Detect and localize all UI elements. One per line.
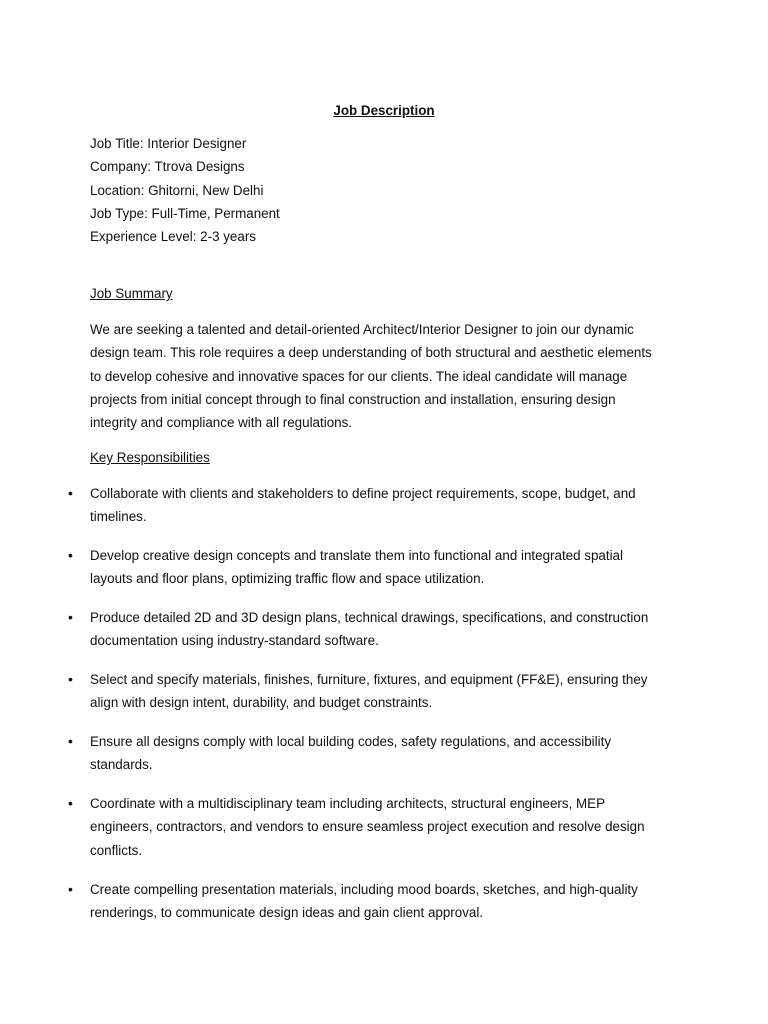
responsibility-line: Create compelling presentation materials, including mood boards, sketches, and high-quality <box>90 882 638 897</box>
responsibility-line: engineers, contractors, and vendors to ensure seamless project execution and resolve design <box>90 819 645 835</box>
job-details-list <box>90 135 280 251</box>
summary-line: We are seeking a talented and detail-oriented Architect/Interior Designer to join our dynamic <box>90 322 634 337</box>
responsibility-line: Ensure all designs comply with local building codes, safety regulations, and accessibility <box>90 734 612 749</box>
responsibility-line: Collaborate with clients and stakeholders to define project requirements, scope, budget, and <box>90 486 636 501</box>
bullet-icon: • <box>68 733 73 749</box>
bullet-icon: • <box>68 881 73 897</box>
job-summary-heading: Job Summary <box>90 286 173 301</box>
responsibility-line: layouts and floor plans, optimizing traffic flow and space utilization. <box>90 571 485 587</box>
responsibility-item <box>68 482 690 529</box>
responsibility-item <box>68 792 690 862</box>
bullet-icon: • <box>68 671 73 687</box>
responsibility-line: renderings, to communicate design ideas and gain client approval. <box>90 905 484 921</box>
responsibility-line: timelines. <box>90 509 147 525</box>
bullet-icon: • <box>68 795 73 811</box>
responsibility-line: align with design intent, durability, and budget constraints. <box>90 695 433 711</box>
experience-level-line: Experience Level: 2-3 years <box>90 229 256 245</box>
job-summary-paragraph <box>90 318 680 434</box>
key-responsibilities-heading: Key Responsibilities <box>90 450 210 465</box>
responsibility-line: Produce detailed 2D and 3D design plans, technical drawings, specifications, and construction <box>90 610 649 625</box>
responsibility-line: Develop creative design concepts and translate them into functional and integrated spatial <box>90 548 623 563</box>
bullet-icon: • <box>68 609 73 625</box>
company-line: Company: Ttrova Designs <box>90 159 245 175</box>
responsibility-line: Coordinate with a multidisciplinary team including architects, structural engineers, MEP <box>90 796 606 811</box>
responsibility-line: standards. <box>90 757 153 773</box>
summary-line: to develop cohesive and innovative spaces for our clients. The ideal candidate will manage <box>90 368 628 384</box>
responsibility-line: documentation using industry-standard software. <box>90 633 379 649</box>
responsibility-item <box>68 606 690 653</box>
location-line: Location: Ghitorni, New Delhi <box>90 182 264 198</box>
responsibility-item <box>68 668 690 715</box>
responsibility-line: Select and specify materials, finishes, furniture, fixtures, and equipment (FF&E), ensuring they <box>90 672 648 687</box>
responsibility-item <box>68 878 690 925</box>
bullet-icon: • <box>68 547 73 563</box>
responsibility-line: conflicts. <box>90 842 143 858</box>
responsibility-item <box>68 544 690 591</box>
responsibility-item <box>68 730 690 777</box>
summary-line: projects from initial concept through to final construction and installation, ensuring design <box>90 391 616 407</box>
summary-line: integrity and compliance with all regulations. <box>90 415 353 431</box>
bullet-icon: • <box>68 485 73 501</box>
summary-line: design team. This role requires a deep understanding of both structural and aesthetic elements <box>90 345 652 361</box>
job-type-line: Job Type: Full-Time, Permanent <box>90 205 280 221</box>
job-title-line: Job Title: Interior Designer <box>90 136 247 151</box>
document-title: Job Description <box>333 103 435 118</box>
